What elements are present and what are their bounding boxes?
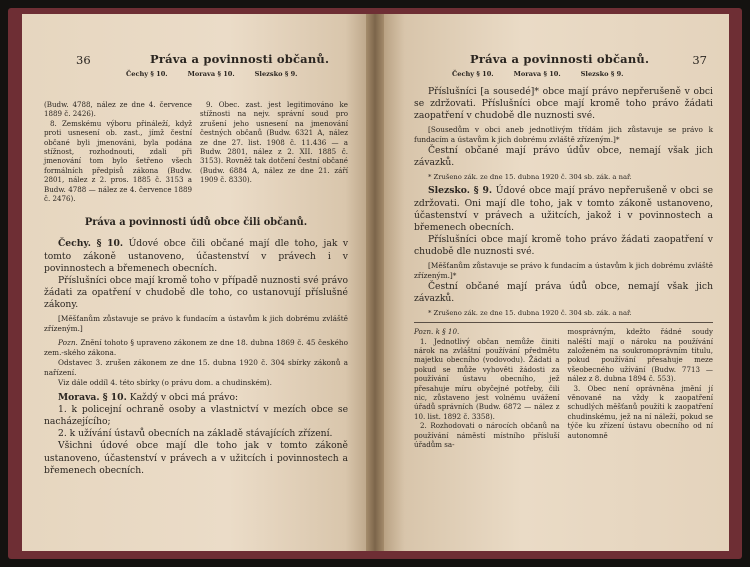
note-item: 3. Obec není oprávněna jmění jí věnované na vždy k zaopatření schudlých měšťanů použíti k zaopatření chudinskému, jež na ní náleží, pokud se týče ku zřízení ústavu obecního od ní autonomně	[567, 383, 713, 440]
right-paragraph-2: Čestní občané mají právo údův obce, nemají však jich závazků.	[414, 145, 713, 169]
right-bracket-1: [Sousedům v obci aneb jednotlivým třídám jich zůstavuje se právo k fundacím a ústavům k jich dobrému zvláště zřízeným.]*	[414, 125, 713, 145]
page-number-right: 37	[692, 53, 707, 67]
subhead-slezsko: Slezsko § 9.	[580, 70, 624, 78]
subheads-right	[452, 70, 623, 78]
note-label: Pozn.	[58, 338, 78, 348]
right-paragraph-4: Čestní občané mají práva údů obce, nemají však jich závazků.	[414, 281, 713, 305]
case-notes-columns	[44, 100, 348, 203]
subhead-cechy: Čechy § 10.	[126, 70, 168, 78]
subhead-morava: Morava § 10.	[187, 70, 235, 78]
case-note: (Budw. 4788, nález ze dne 4. července 1889 č. 2426).	[44, 100, 192, 119]
case-note: 9. Obec. zast. jest legitimováno ke stížnosti na nejv. správní soud pro zrušení jeho usnesení na jmenování čestných občanů (Budw. 6321 A, nález ze dne 27. list. 1908 č. 11.436 — a Budw. 2801, nález z 2. XII. 1885 č. 3153). Rovněž tak dotčení čestní občané (Budw. 6884 A, nález ze dne 21. září 1909 č. 8330).	[200, 100, 348, 185]
moravia-item-3: Všichni údové obce mají dle toho jak v tomto zákoně ustanoveno, účastenství v právech a v užitcích i povinnostech a břemenech obecních.	[44, 440, 348, 476]
bohemia-paragraph	[44, 238, 348, 274]
note-item: 2. Rozhodovati o nárocích občanů na používání náměstí místního přísluší úřadům sa-	[414, 421, 560, 450]
subhead-slezsko: Slezsko § 9.	[254, 70, 298, 78]
notes-columns	[414, 327, 713, 449]
subhead-morava: Morava § 10.	[513, 70, 561, 78]
divider	[414, 322, 713, 323]
footnote-1: * Zrušeno zák. ze dne 15. dubna 1920 č. 304 sb. zák. a nař.	[428, 173, 632, 182]
subhead-cechy: Čechy § 10.	[452, 70, 494, 78]
moravia-item-2: 2. k užívání ústavů obecních na základě stávajících zřízení.	[58, 428, 333, 440]
bohemia-paragraph-2: Příslušníci obce mají kromě toho v případě nuznosti své právo žádati za opatření v chudobě dle toho, co ustanovují příslušné zákony.	[44, 274, 348, 310]
silesia-heading: Slezsko. § 9.	[428, 185, 493, 197]
right-paragraph-3: Příslušníci obce mají kromě toho právo žádati zaopatření v chudobě dle nuznosti své.	[414, 233, 713, 257]
note-paragraph-2: Odstavec 3. zrušen zákonem ze dne 15. dubna 1920 č. 304 sbírky zákonů a nařízení.	[44, 358, 348, 378]
bohemia-heading: Čechy. § 10.	[58, 238, 124, 250]
note-paragraph-3: Viz dále oddíl 4. této sbírky (o právu dom. a chudinském).	[58, 378, 272, 388]
moravia-paragraph	[44, 392, 348, 404]
moravia-text: Každý v obci má právo:	[129, 392, 239, 404]
moravia-item-1: 1. k policejní ochraně osoby a vlastnictví v mezích obce se nacházejícího;	[44, 404, 348, 428]
subheads-left	[126, 70, 297, 78]
footnote-2: * Zrušeno zák. ze dne 15. dubna 1920 č. 304 sb. zák. a nař.	[428, 309, 632, 318]
case-note: 8. Zemskému výboru přináleží, když proti usnesení ob. zast., jímž čestní občané byli jmenováni, byla podána stížnost, rozhodnouti, zdali při jmenování tom bylo šetřeno všech formálních předpisů zákona (Budw. 2801, nález z 2. pros. 1885 č. 3153 a Budw. 4788 — nález ze 4. července 1889 č. 2476).	[44, 118, 192, 204]
note-paragraph	[44, 338, 348, 358]
right-page	[384, 14, 729, 551]
bohemia-bracket: [Měšťanům zůstavuje se právo k fundacím a ústavům k jich dobrému zvláště zřízeným.]	[44, 314, 348, 334]
book-gutter	[366, 14, 384, 551]
running-head-right: Práva a povinnosti občanů.	[470, 52, 650, 66]
bohemia-text: Údové obce čili občané mají dle toho, jak v tomto zákoně ustanoveno, účastenství v právech i v povinnostech a břemenech obecních.	[44, 238, 349, 274]
silesia-text: Údové obce mají právo nepřerušeně v obci se zdržovati. Oni mají dle toho, jak v tomto zákoně ustanoveno, účastenství v právech a užitcích, jakož i v povinnostech a břemenech obecních.	[414, 185, 714, 233]
note-item: 1. Jednotlivý občan nemůže činiti nárok na zvláštní používání předmětu majetku obecního (vodovodu). Žádati a pokud se může vyhověti žádosti za používání ústavu obecního, jež přesahuje míru obyčejné potřeby, čili nic, zůstaveno jest volnému uvážení úřadů správních (Budw. 6872 — nález z 10. list. 1892 č. 3358).	[414, 336, 560, 421]
left-page	[22, 14, 366, 551]
moravia-heading: Morava. § 10.	[58, 392, 127, 404]
right-paragraph-1: Příslušníci [a sousedé]* obce mají právo nepřerušeně v obci se zdržovati. Příslušníci obce mají kromě toho právo žádati zaopatření v chudobě dle nuznosti své.	[414, 86, 713, 122]
right-bracket-2: [Měšťanům zůstavuje se právo k fundacím a ústavům k jich dobrému zvláště zřízeným.]*	[414, 261, 713, 281]
section-title: Práva a povinnosti údů obce čili občanů.	[84, 217, 308, 229]
running-head-left: Práva a povinnosti občanů.	[150, 52, 330, 66]
note-item: mosprávným, kdežto řádné soudy naléští mají o nároku na používání založeném na soukromoprávním titulu, pokud používání přesahuje meze všeobecného užívání (Budw. 7713 — nález z 8. dubna 1894 č. 553).	[567, 327, 713, 384]
page-number-left: 36	[76, 53, 91, 67]
notes-heading: Pozn. k § 10.	[414, 327, 460, 337]
note-text: Znění tohoto § upraveno zákonem ze dne 18. dubna 1869 č. 45 českého zem.-ského zákona.	[44, 338, 349, 358]
silesia-paragraph	[414, 185, 713, 233]
